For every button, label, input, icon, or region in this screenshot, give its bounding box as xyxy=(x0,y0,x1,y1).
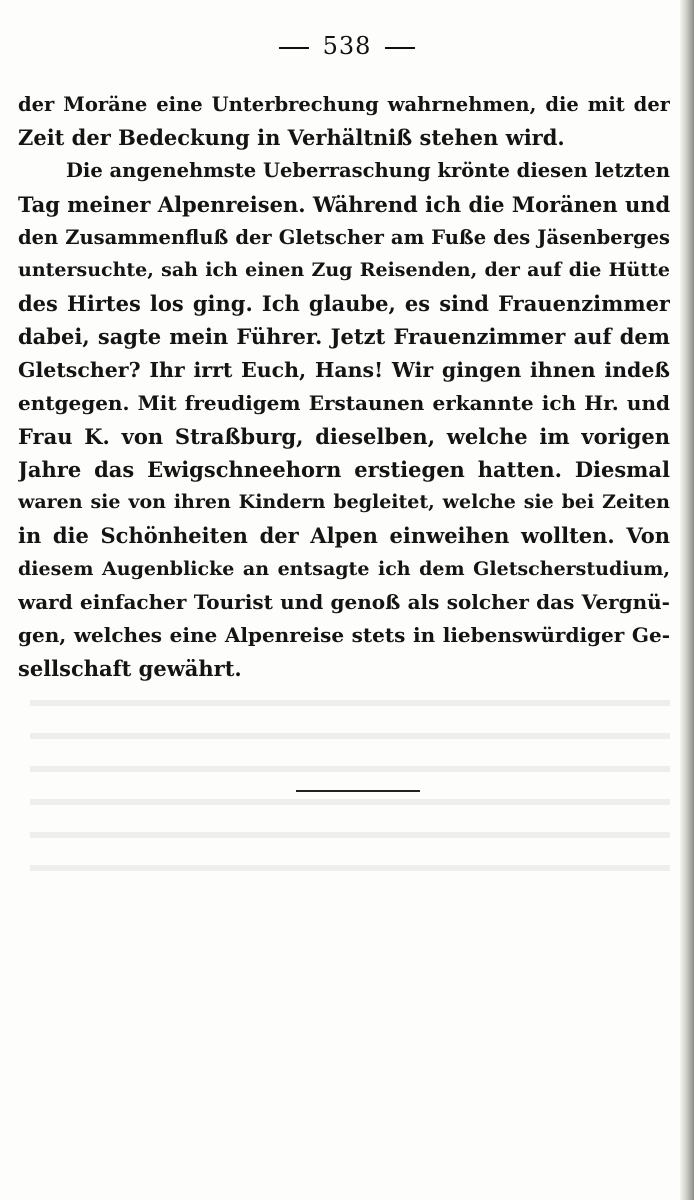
page-number: 538 xyxy=(322,32,372,60)
text-line: Gletscher? Ihr irrt Euch, Hans! Wir gingen ihnen indeß xyxy=(18,357,670,382)
text-line: Frau K. von Straßburg, dieselben, welche im vorigen xyxy=(18,423,670,449)
text-line: Zeit der Bedeckung in Verhältniß stehen wird. xyxy=(18,125,565,151)
text-line: Die angenehmste Ueberraschung krönte diesen letzten xyxy=(66,159,670,183)
header-dash-right xyxy=(385,47,415,49)
header-dash-left xyxy=(279,47,309,49)
page-edge-shadow xyxy=(680,0,694,1200)
page-header xyxy=(0,32,694,60)
text-line: Tag meiner Alpenreisen. Während ich die Moränen und xyxy=(18,191,670,217)
text-line: dabei, sagte mein Führer. Jetzt Frauenzimmer auf dem xyxy=(18,324,670,350)
text-line: ward einfacher Tourist und genoß als solcher das Vergnü- xyxy=(18,589,670,614)
text-line: sellschaft gewährt. xyxy=(18,656,242,682)
text-line: des Hirtes los ging. Ich glaube, es sind Frauenzimmer xyxy=(18,291,670,317)
text-line: gen, welches eine Alpenreise stets in liebenswürdiger Ge- xyxy=(18,623,670,647)
text-line: untersuchte, sah ich einen Zug Reisenden, der auf die Hütte xyxy=(18,258,670,281)
text-line: entgegen. Mit freudigem Erstaunen erkannte ich Hr. und xyxy=(18,390,670,415)
text-line: in die Schönheiten der Alpen einweihen wollten. Von xyxy=(18,523,670,549)
bleed-through-text xyxy=(30,686,670,886)
text-line: Jahre das Ewigschneehorn erstiegen hatten. Diesmal xyxy=(18,457,670,483)
section-end-rule xyxy=(296,790,420,792)
text-line: diesem Augenblicke an entsagte ich dem Gletscherstudium, xyxy=(18,557,670,580)
body-text xyxy=(18,88,670,685)
text-line: den Zusammenfluß der Gletscher am Fuße des Jäsenberges xyxy=(18,225,670,249)
text-line: der Moräne eine Unterbrechung wahrnehmen, die mit der xyxy=(18,93,670,116)
text-line: waren sie von ihren Kindern begleitet, welche sie bei Zeiten xyxy=(18,491,670,514)
